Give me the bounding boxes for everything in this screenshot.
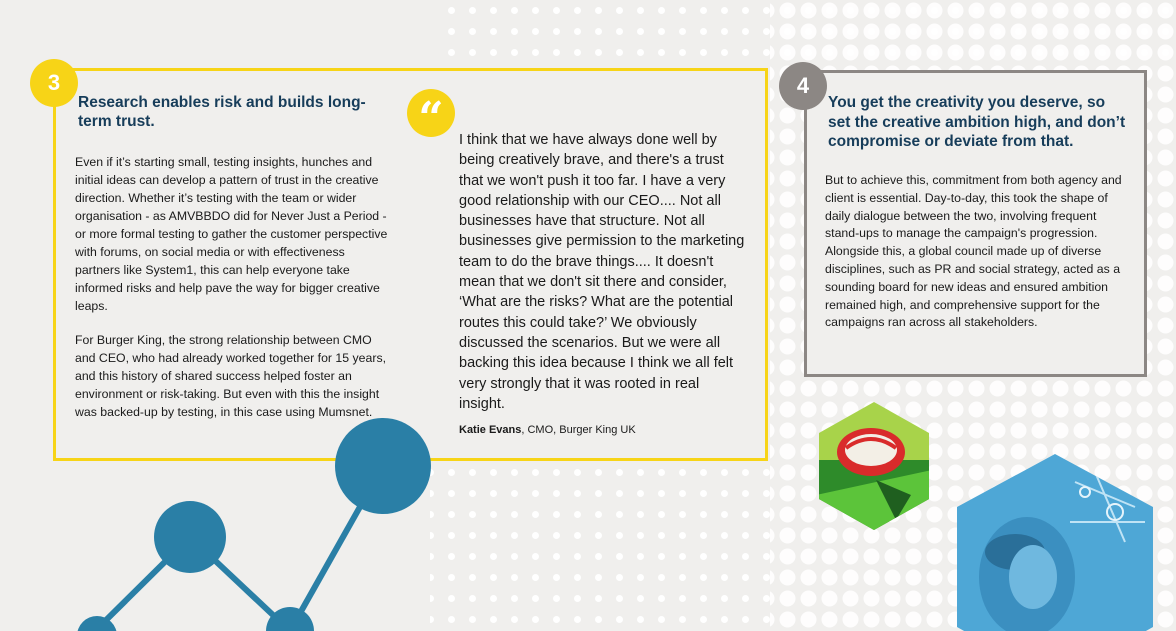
- section-3-paragraph-2: For Burger King, the strong relationship between CMO and CEO, who had already worked together for 15 years, and this history of shared success helped foster an environment or risk-taking. But even with this the insight was backed-up by testing, in this case using Mumsnet.: [75, 333, 387, 419]
- section-3-heading: Research enables risk and builds long-term trust.: [78, 94, 366, 130]
- section-3-paragraph-1: Even if it’s starting small, testing insights, hunches and initial ideas can develop a pattern of trust in the creative direction. Whether it’s testing with the team or wider organisation - as AMVBBDO did for Never Just a Period - or more formal testing to gather the customer perspective with forums, on social media or with effectiveness partners like System1, this can help everyone take informed risks and help pave the way for bigger creative leaps.: [75, 155, 388, 313]
- hexagon-photo: [955, 452, 1155, 631]
- section-4-heading-bold: You get the creativity you deserve, so set the creative ambition high,: [828, 94, 1106, 131]
- section-4-heading-regular: and don’t compromise or deviate from that.: [828, 113, 1126, 150]
- section-4-paragraph: But to achieve this, commitment from both agency and client is essential. Day-to-day, this took the shape of daily dialogue between the two, involving frequent stand-ups to manage the campaign's progression. Alongside this, a global council made up of diverse disciplines, such as PR and social strategy, acted as a sounding board for new ideas and ensured ambition remained high, and comprehensive support for the campaigns ran across all stakeholders.: [825, 173, 1122, 330]
- graph-lines: [95, 466, 383, 631]
- quote-role: , CMO, Burger King UK: [521, 424, 636, 436]
- section-3-badge: 3: [30, 59, 78, 107]
- quote-text: I think that we have always done well by being creatively brave, and there's a trust that we won't push it too far. I have a very good relationship with our CEO.... Not all businesses have that structure. Not all businesses give permission to the marketing team to do the brave things.... It doesn't mean that we don't sit there and consider, ‘What are the risks? What are the potential routes this could take?’ We obviously discussed the scenarios. But we were all backing this idea because I think we all felt very strongly that it was rooted in real insight.: [459, 132, 745, 412]
- hexagon-illustration: [816, 400, 932, 532]
- section-4-badge: 4: [779, 62, 827, 110]
- quote-author: Katie Evans: [459, 424, 522, 436]
- quote-mark-icon: “: [407, 89, 455, 137]
